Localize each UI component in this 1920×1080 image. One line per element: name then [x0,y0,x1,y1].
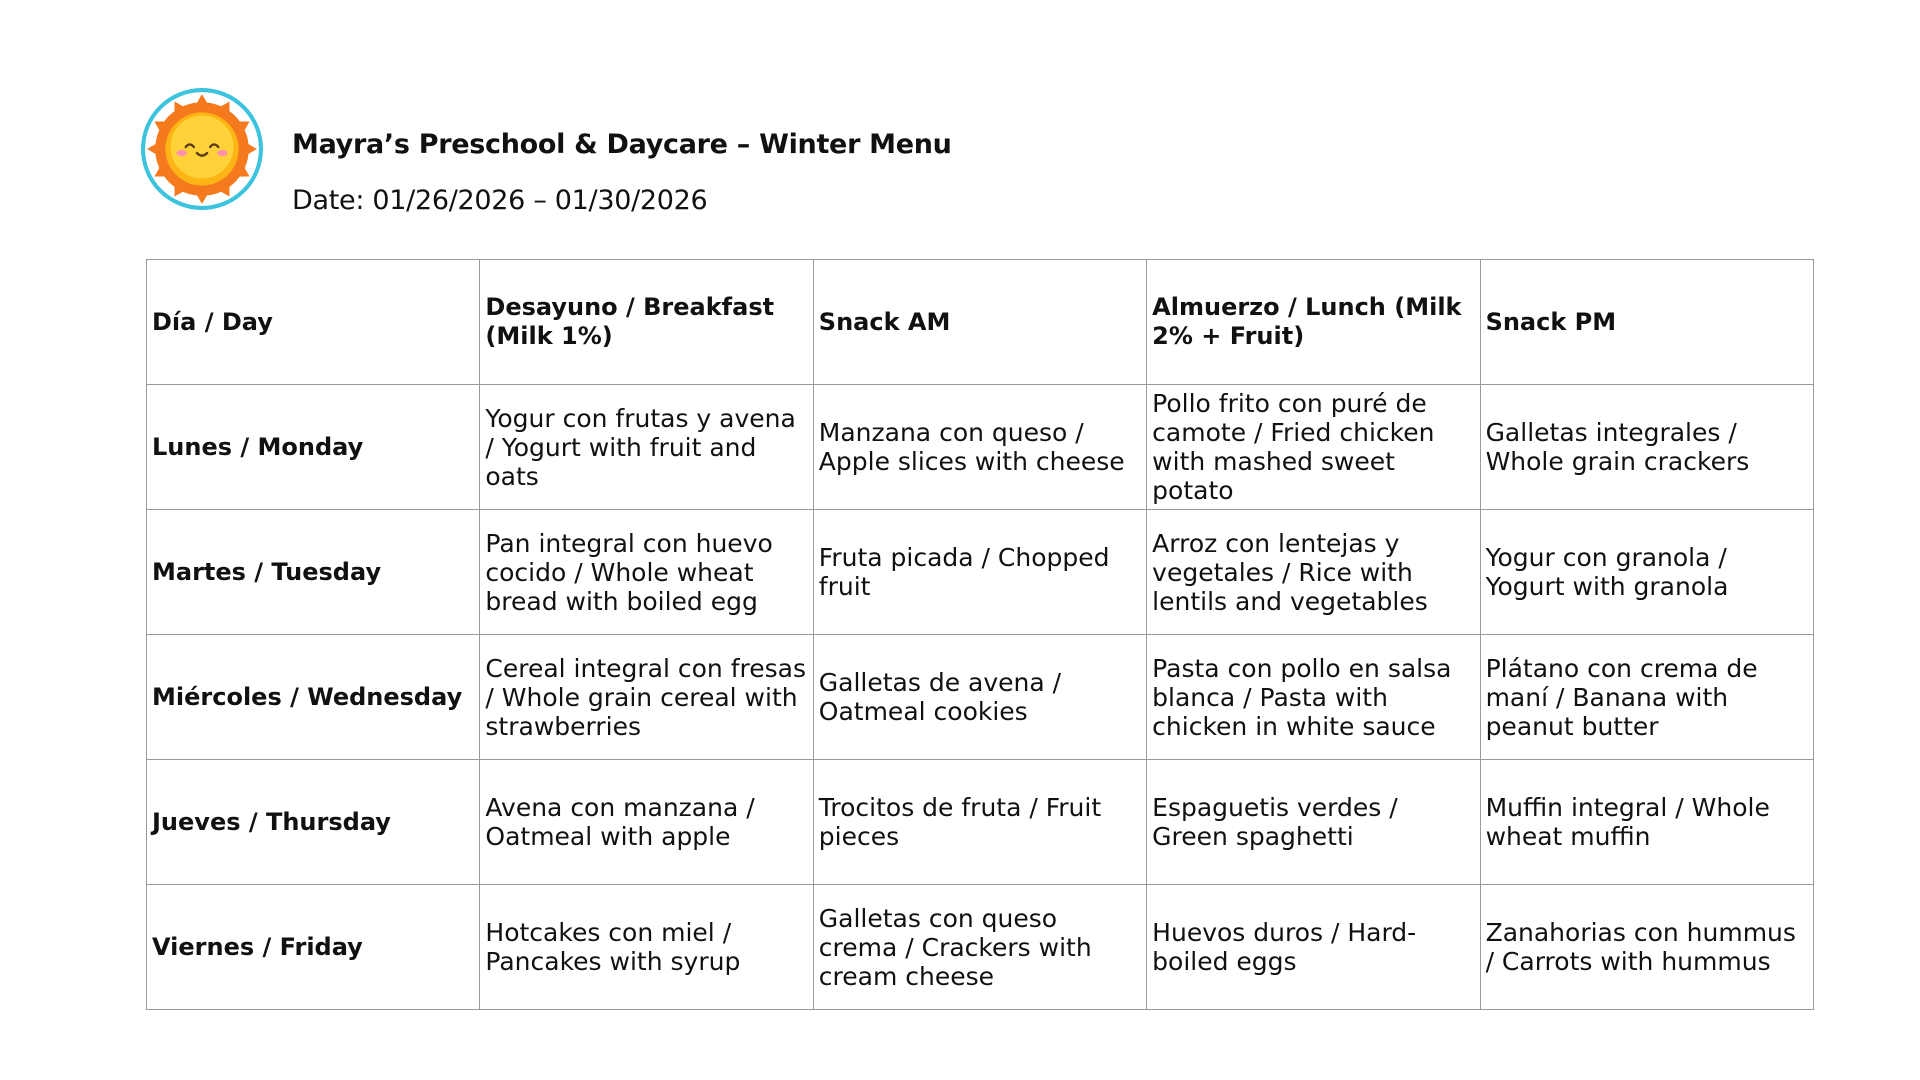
snack-pm-cell: Yogur con granola / Yogurt with granola [1480,510,1813,635]
day-cell: Jueves / Thursday [147,760,480,885]
sun-logo-icon [141,88,263,210]
lunch-cell: Pollo frito con puré de camote / Fried chicken with mashed sweet potato [1147,385,1480,510]
lunch-cell: Pasta con pollo en salsa blanca / Pasta with chicken in white sauce [1147,635,1480,760]
table-row [147,760,1814,885]
page-title: Mayra’s Preschool & Daycare – Winter Menu [292,129,952,160]
snack-am-cell: Trocitos de fruta / Fruit pieces [813,760,1146,885]
column-header-snack-am: Snack AM [813,260,1146,385]
breakfast-cell: Hotcakes con miel / Pancakes with syrup [480,885,813,1010]
table-row [147,885,1814,1010]
day-cell: Viernes / Friday [147,885,480,1010]
menu-table [146,259,1814,1010]
lunch-cell: Arroz con lentejas y vegetales / Rice with lentils and vegetables [1147,510,1480,635]
snack-pm-cell: Muffin integral / Whole wheat muffin [1480,760,1813,885]
table-row [147,385,1814,510]
snack-am-cell: Fruta picada / Chopped fruit [813,510,1146,635]
table-row [147,635,1814,760]
column-header-breakfast: Desayuno / Breakfast (Milk 1%) [480,260,813,385]
lunch-cell: Huevos duros / Hard-boiled eggs [1147,885,1480,1010]
column-header-snack-pm: Snack PM [1480,260,1813,385]
snack-am-cell: Galletas con queso crema / Crackers with cream cheese [813,885,1146,1010]
table-row [147,510,1814,635]
breakfast-cell: Avena con manzana / Oatmeal with apple [480,760,813,885]
day-cell: Lunes / Monday [147,385,480,510]
breakfast-cell: Yogur con frutas y avena / Yogurt with fruit and oats [480,385,813,510]
day-cell: Miércoles / Wednesday [147,635,480,760]
breakfast-cell: Cereal integral con fresas / Whole grain cereal with strawberries [480,635,813,760]
lunch-cell: Espaguetis verdes / Green spaghetti [1147,760,1480,885]
snack-am-cell: Manzana con queso / Apple slices with cheese [813,385,1146,510]
snack-pm-cell: Galletas integrales / Whole grain crackers [1480,385,1813,510]
snack-pm-cell: Zanahorias con hummus / Carrots with hummus [1480,885,1813,1010]
column-header-day: Día / Day [147,260,480,385]
column-header-lunch: Almuerzo / Lunch (Milk 2% + Fruit) [1147,260,1480,385]
breakfast-cell: Pan integral con huevo cocido / Whole wheat bread with boiled egg [480,510,813,635]
day-cell: Martes / Tuesday [147,510,480,635]
table-header-row [147,260,1814,385]
date-range: Date: 01/26/2026 – 01/30/2026 [292,185,708,216]
snack-pm-cell: Plátano con crema de maní / Banana with peanut butter [1480,635,1813,760]
snack-am-cell: Galletas de avena / Oatmeal cookies [813,635,1146,760]
